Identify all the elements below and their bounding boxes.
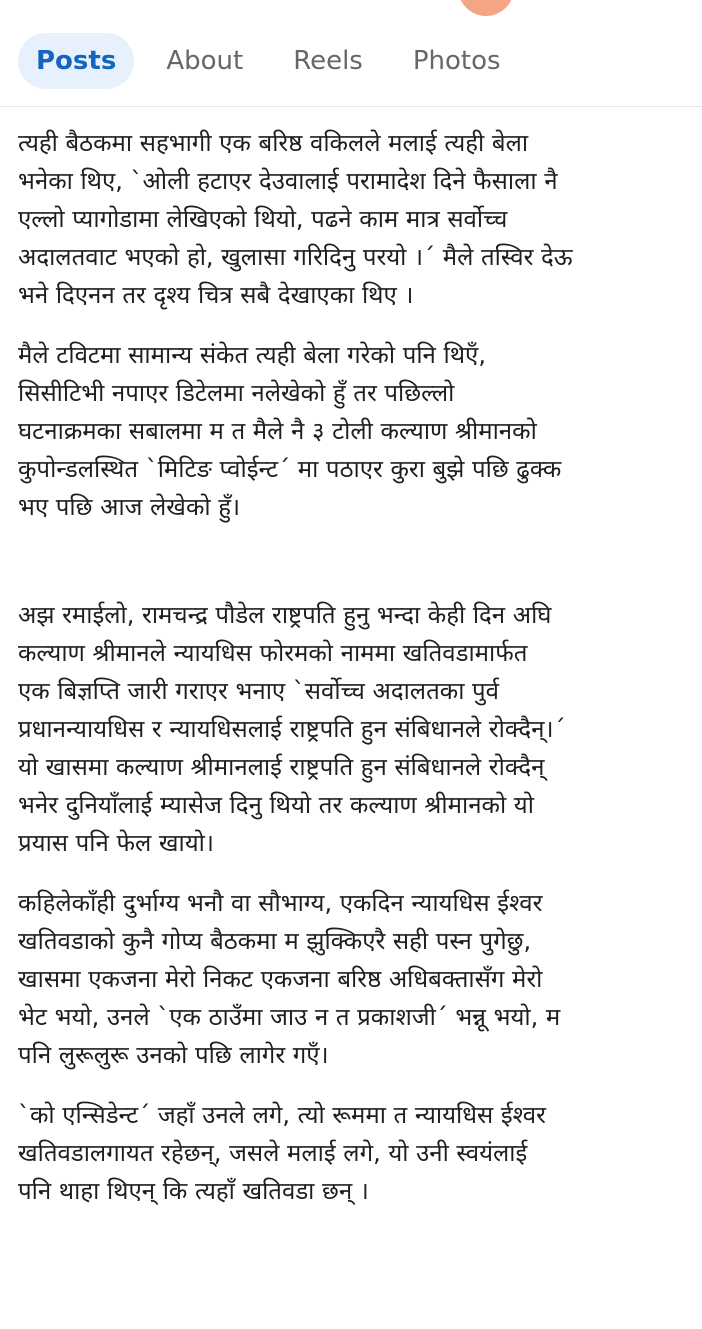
post-text [18, 124, 690, 1232]
tab-reels[interactable]: Reels [293, 46, 363, 76]
profile-tabs [0, 30, 702, 92]
tab-about[interactable]: About [166, 46, 244, 76]
tabs-divider [0, 106, 702, 107]
tab-posts[interactable]: Posts [18, 33, 134, 89]
top-strip [0, 0, 702, 24]
post-paragraph-2: मैले टविटमा सामान्य संकेत त्यही बेला गरेको पनि थिएँ, सिसीटिभी नपाएर डिटेलमा नलेखेको हुँ तर पछिल्लो घटनाक्रमका सबालमा म त मैले नै ३ टोली कल्याण श्रीमानको कुपोन्डलस्थित `मिटिङ प्वोईन्ट´ मा पठाएर कुरा बुझे पछि ढुक्क भए पछि आज लेखेको हुँ। [18, 341, 562, 521]
post-paragraph-4: कहिलेकाँही दुर्भाग्य भनौ वा सौभाग्य, एकदिन न्यायधिस ईश्वर खतिवडाको कुनै गोप्य बैठकमा म झुक्किएरै सही पस्न पुगेछु, खासमा एकजना मेरो निकट एकजना बरिष्ठ अधिबक्तासँग मेरो भेट भयो, उनले `एक ठाउँमा जाउ न त प्रकाशजी´ भन्नू भयो, म पनि लुरूलुरू उनको पछि लागेर गएँ। [18, 889, 561, 1069]
tab-photos[interactable]: Photos [412, 46, 501, 76]
post-paragraph-5: `को एन्सिडेन्ट´ जहाँ उनले लगे, त्यो रूममा त न्यायधिस ईश्वर खतिवडालगायत रहेछन्, जसले मलाई लगे, यो उनी स्वयंलाई पनि थाहा थिएन् कि त्यहाँ खतिवडा छन् । [18, 1101, 546, 1205]
post-paragraph-3: अझ रमाईलो, रामचन्द्र पौडेल राष्ट्रपति हुनु भन्दा केही दिन अघि कल्याण श्रीमानले न्यायधिस फोरमको नाममा खतिवडामार्फत एक बिज्ञप्ति जारी गराएर भनाए `सर्वोच्च अदालतका पुर्व प्रधानन्यायधिस र न्यायधिसलाई राष्ट्रपति हुन संबिधानले रोक्दैन्।´ यो खासमा कल्याण श्रीमानलाई राष्ट्रपति हुन संबिधानले रोक्दैन् भनेर दुनियाँलाई म्यासेज दिनु थियो तर कल्याण श्रीमानको यो प्रयास पनि फेल खायो। [18, 601, 566, 857]
post-paragraph-1: त्यही बैठकमा सहभागी एक बरिष्ठ वकिलले मलाई त्यही बेला भनेका थिए, `ओली हटाएर देउवालाई परामादेश दिने फैसाला नै एल्लो प्यागोडामा लेखिएको थियो, पढने काम मात्र सर्वोच्च अदालतवाट भएको हो, खुलासा गरिदिनु परयो ।´ मैले तस्विर देऊ भने दिएनन तर दृश्य चित्र सबै देखाएका थिए । [18, 129, 573, 309]
